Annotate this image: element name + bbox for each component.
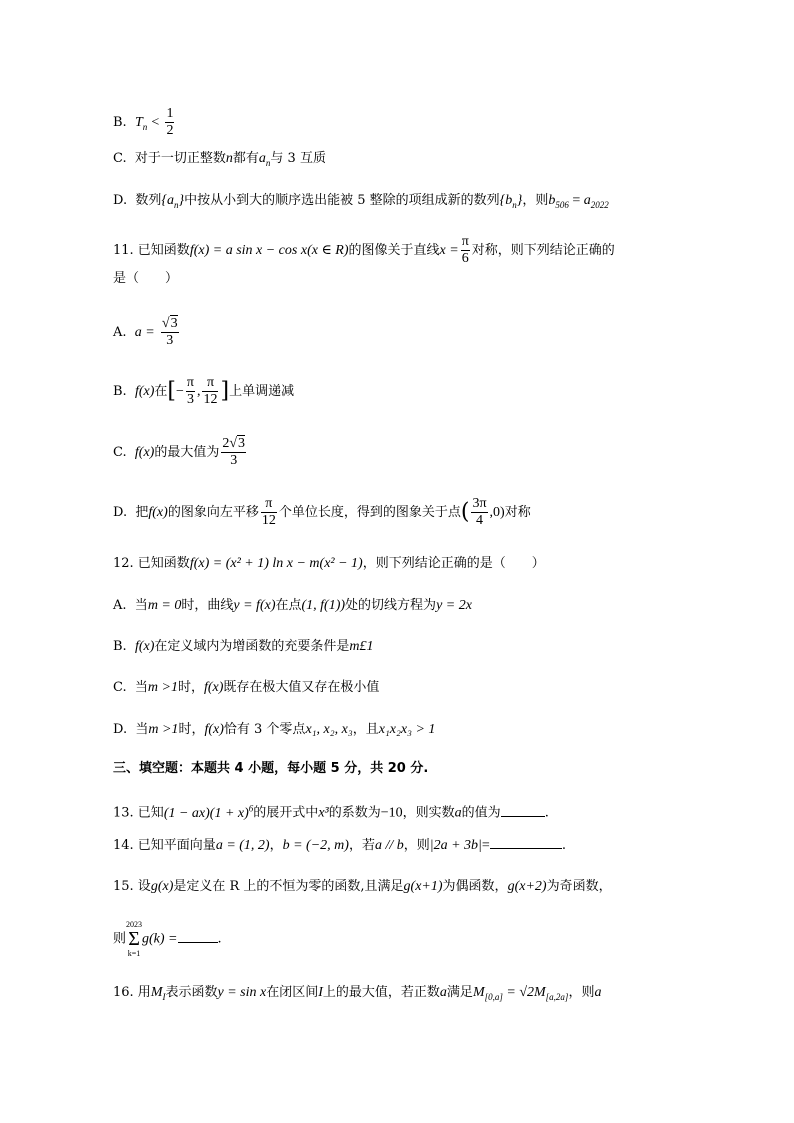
answer-blank[interactable] [178, 942, 218, 943]
var-a: a [439, 985, 447, 1000]
f-x: f(x) [134, 384, 155, 399]
question-number: 16. 用 [113, 985, 151, 1000]
text: 在定义域内为增函数的充要条件是 [154, 639, 350, 654]
m-i: $M_I$ [150, 985, 166, 1002]
option-label: D. [113, 722, 128, 737]
x-eq: x = [439, 243, 459, 258]
text: 是（ ） [113, 271, 179, 286]
a-eq: a = [134, 325, 155, 340]
comma: , [196, 384, 201, 399]
q12-stem [113, 555, 545, 573]
text: 处的切线方程为 [345, 598, 437, 613]
text: ，则 [522, 193, 549, 208]
q11-stem [113, 234, 615, 267]
text: 则 [113, 931, 127, 947]
f-x: f(x) [134, 445, 155, 460]
q15 [113, 878, 612, 896]
option-label: C. [113, 151, 127, 166]
question-number: 15. 设 [113, 879, 151, 894]
b506-eq-a2022: $b_{506} = a_{2022}$ [548, 193, 609, 210]
minus: − [176, 384, 184, 399]
g-x: g(x) [150, 879, 174, 894]
text: 中按从小到大的顺序选出能被 5 整除的项组成新的数列 [184, 193, 500, 208]
period: . [217, 931, 222, 947]
text: 恰有 3 个零点 [223, 722, 306, 737]
f-x: f(x) [148, 505, 168, 520]
curve-expr: y = f(x) [233, 598, 276, 613]
text: ，则下列结论正确的是（ ） [362, 556, 545, 571]
question-number: 11. 已知函数 [113, 243, 190, 258]
section-title: 三、填空题：本题共 4 小题，每小题 5 分，共 20 分. [113, 761, 429, 776]
f-x: f(x) [204, 722, 224, 737]
text: 对称 [504, 505, 531, 520]
q13 [113, 799, 549, 823]
left-bracket: [ [167, 378, 176, 404]
q14 [113, 837, 566, 855]
text: 满足 [446, 985, 473, 1000]
text: 的图像关于直线 [348, 243, 440, 258]
text: 的系数为 [328, 805, 381, 821]
text: 时，曲线 [181, 598, 234, 613]
function-expr: y = sin x [217, 985, 267, 1000]
left-paren: ( [460, 499, 470, 525]
text: 的展开式中 [253, 805, 319, 821]
question-number: 14. 已知平面向量 [113, 838, 216, 853]
text: 既存在极大值又存在极小值 [223, 680, 380, 695]
g-k-expr: g(k) = [142, 931, 178, 947]
option-label: A. [113, 325, 127, 340]
var-a: a [454, 805, 462, 821]
text: 把 [135, 505, 149, 520]
text: 上单调递减 [229, 384, 295, 399]
text: ，则 [403, 838, 430, 853]
vector-a: a = (1, 2) [215, 838, 270, 853]
zeros-expr: x₁, x₂, x₃ [305, 722, 353, 737]
fraction-pi-12: $\frac{\pi}{12}$ [261, 496, 276, 528]
option-label: B. [113, 115, 127, 130]
fraction-pi-3: $\frac{\pi}{3}$ [186, 375, 194, 407]
norm-expr: |2a + 3b| [429, 838, 482, 853]
f-x: f(x) [203, 680, 224, 695]
q11-option-b [113, 375, 294, 408]
text: ，若 [348, 838, 375, 853]
g-x-plus-1: g(x+1) [403, 879, 443, 894]
term-x3: x³ [318, 805, 329, 821]
text: 在点 [275, 598, 302, 613]
question-number: 13. 已知 [113, 805, 164, 821]
text: 当 [135, 722, 149, 737]
text: ， [269, 838, 283, 853]
expansion-expr: $(1 - ax)(1 + x)^6$ [163, 803, 254, 821]
fraction-2sqrt3-3: $\frac{2√3}{3}$ [222, 436, 246, 468]
option-label: C. [113, 680, 127, 695]
seq-a: $\{a_n\}$ [161, 193, 185, 210]
text: 在闭区间 [266, 985, 319, 1000]
m-eq-0: m = 0 [147, 598, 182, 613]
period: . [561, 838, 566, 853]
text: 时， [177, 680, 204, 695]
point-expr: (1, f(1)) [301, 598, 346, 613]
text: 的最大值为 [154, 445, 220, 460]
right-bracket: ] [220, 378, 230, 404]
function-expr: f(x) = a sin x − cos x [189, 243, 308, 258]
fraction-pi-6: $\frac{\pi}{6}$ [461, 234, 469, 266]
condition-expr: m >1 [147, 680, 178, 695]
text: 当 [134, 680, 148, 695]
fraction-pi-12: $\frac{\pi}{12}$ [203, 375, 218, 407]
text: 上的最大值，若正数 [322, 985, 440, 1000]
text: 当 [134, 598, 148, 613]
condition-expr: m >1 [148, 722, 179, 737]
text: 为奇函数， [546, 879, 612, 894]
text: 为偶函数， [442, 879, 508, 894]
text: 的图象向左平移 [167, 505, 259, 520]
f-x: f(x) [134, 639, 155, 654]
var-n: n [225, 151, 233, 166]
text: 在 [154, 384, 168, 399]
q12-option-a [113, 597, 472, 615]
seq-b: $\{b_n\}$ [499, 193, 523, 210]
question-number: 12. 已知函数 [113, 556, 190, 571]
option-label: C. [113, 445, 127, 460]
t-n: $T_n$ [134, 115, 148, 132]
fraction-3pi-4: $\frac{3\pi}{4}$ [472, 496, 487, 528]
option-label: B. [113, 639, 127, 654]
text: 时， [178, 722, 205, 737]
q10-option-b [113, 106, 176, 139]
less-than: < [151, 115, 160, 130]
q11-option-c [113, 436, 248, 469]
point-rest: ,0) [489, 505, 505, 520]
q12-option-c [113, 679, 379, 697]
text: 是定义在 R 上的不恒为零的函数,且满足 [173, 879, 404, 894]
condition-expr: m£1 [349, 639, 374, 654]
domain-expr: (x ∈ R) [307, 243, 349, 258]
q11-option-d [113, 496, 531, 529]
interval-i: I [318, 985, 323, 1000]
text: ，则 [568, 985, 595, 1000]
fraction-sqrt3-3: $\frac{√3}{3}$ [161, 316, 178, 348]
answer-blank[interactable] [490, 848, 562, 849]
text: 都有 [232, 151, 259, 166]
option-label: D. [113, 505, 128, 520]
option-label: B. [113, 384, 127, 399]
answer-blank[interactable] [501, 816, 545, 817]
equals: = [481, 838, 490, 853]
q12-option-b [113, 638, 374, 656]
tangent-expr: y = 2x [436, 598, 472, 613]
q15-cont [113, 920, 222, 958]
coefficient: −10 [380, 805, 403, 821]
q10-option-d [113, 192, 609, 214]
option-label: A. [113, 598, 127, 613]
vector-b: b = (−2, m) [282, 838, 349, 853]
text: 表示函数 [165, 985, 218, 1000]
text: 与 3 互质 [270, 151, 326, 166]
product-expr: x₁x₂x₃ > 1 [378, 722, 436, 737]
q11-stem-cont [113, 270, 178, 288]
option-label: D. [113, 193, 128, 208]
function-expr: f(x) = (x² + 1) ln x − m(x² − 1) [189, 556, 363, 571]
a-n: $a_n$ [258, 151, 271, 168]
var-a: a [594, 985, 602, 1000]
text: ，且 [352, 722, 379, 737]
text: 个单位长度，得到的图象关于点 [278, 505, 461, 520]
q16 [113, 984, 601, 1006]
text: 对于一切正整数 [134, 151, 226, 166]
g-x-plus-2: g(x+2) [507, 879, 547, 894]
parallel-expr: a // b [374, 838, 404, 853]
max-equation: $M_{[0,a]} = √2M_{[a,2a]}$ [472, 985, 569, 1002]
fraction-one-half: $\frac{1}{2}$ [166, 106, 174, 138]
q10-option-c [113, 150, 326, 172]
q11-option-a [113, 316, 181, 349]
text: 的值为 [461, 805, 501, 821]
text: 数列 [135, 193, 162, 208]
summation: 2023 Σ k=1 [126, 920, 143, 958]
text: ，则实数 [402, 805, 455, 821]
text: 对称，则下列结论正确的 [471, 243, 615, 258]
period: . [544, 805, 549, 821]
q12-option-d [113, 721, 435, 739]
